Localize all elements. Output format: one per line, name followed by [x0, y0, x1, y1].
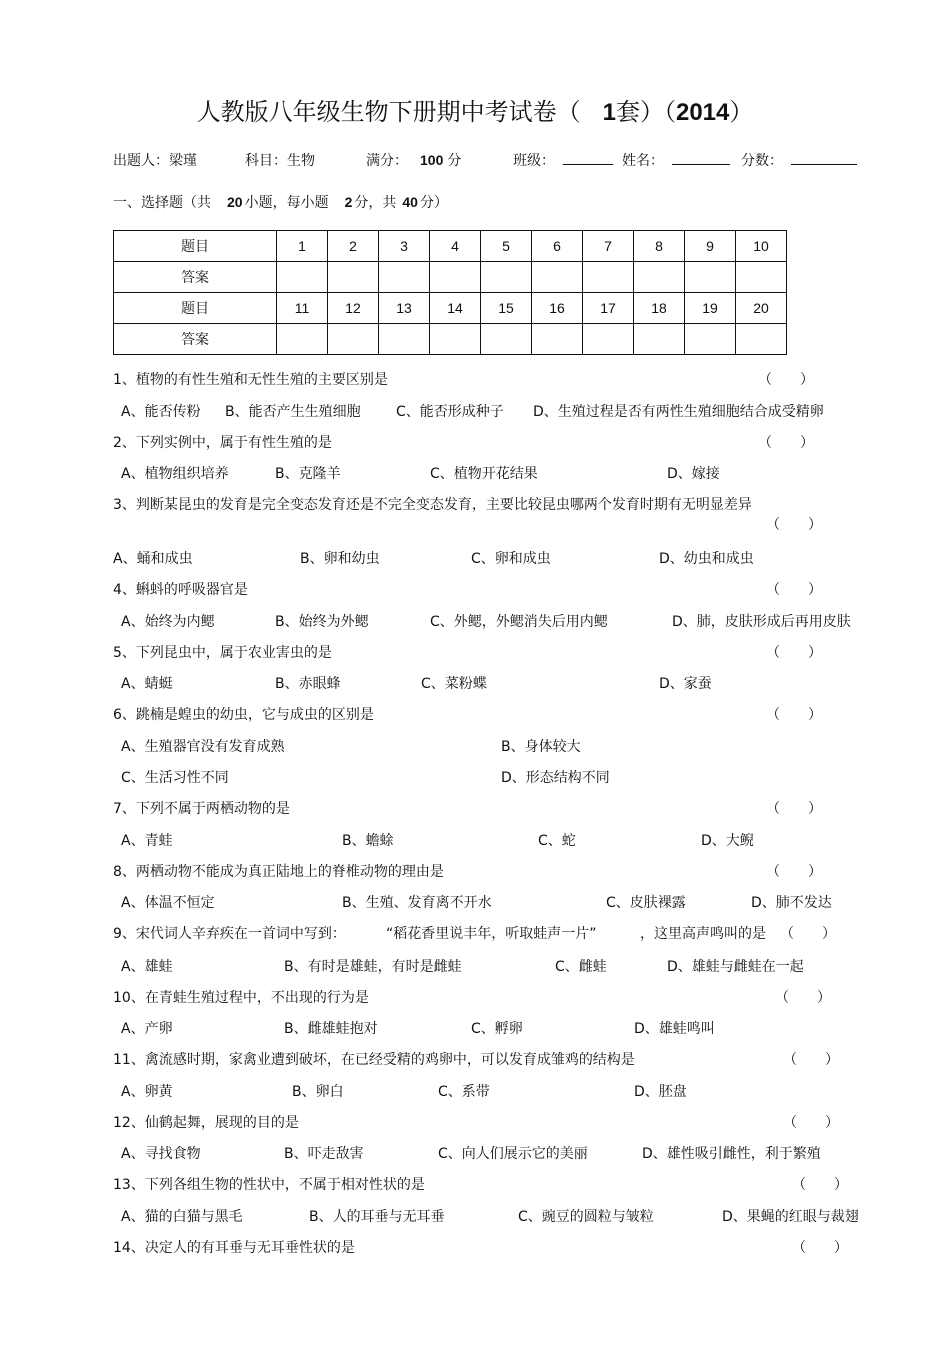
- answer-cell[interactable]: [430, 324, 481, 355]
- answer-cell[interactable]: [277, 324, 328, 355]
- question-stem: 10、在青蛙生殖过程中，不出现的行为是: [113, 990, 369, 1006]
- option: A、产卵: [121, 1021, 173, 1037]
- option: C、系带: [438, 1084, 490, 1100]
- option: D、家蚕: [659, 676, 712, 692]
- author-label: 出题人：梁瑾: [113, 153, 197, 169]
- question-number: 3: [379, 231, 430, 262]
- option: D、雄性吸引雌性，利于繁殖: [642, 1146, 821, 1162]
- question-number: 14: [430, 293, 481, 324]
- option: D、果蝇的红眼与裁翅: [722, 1209, 859, 1225]
- question-stem: 14、决定人的有耳垂与无耳垂性状的是: [113, 1240, 355, 1256]
- answer-cell[interactable]: [532, 324, 583, 355]
- answer-cell[interactable]: [685, 262, 736, 293]
- option: C、生活习性不同: [121, 770, 229, 786]
- answer-cell[interactable]: [634, 262, 685, 293]
- option: A、始终为内鳃: [121, 614, 215, 630]
- option: C、雌蛙: [555, 959, 607, 975]
- option: D、胚盘: [634, 1084, 687, 1100]
- option: B、吓走敌害: [284, 1146, 364, 1162]
- option: A、蛹和成虫: [113, 551, 193, 567]
- question-number: 19: [685, 293, 736, 324]
- question-stem: 5、下列昆虫中，属于农业害虫的是: [113, 645, 332, 661]
- question-stem: 3、判断某昆虫的发育是完全变态发育还是不完全变态发育，主要比较昆虫哪两个发育时期有无明显差异: [113, 497, 752, 513]
- question-number: 4: [430, 231, 481, 262]
- option: A、植物组织培养: [121, 466, 229, 482]
- option: A、雄蛙: [121, 959, 173, 975]
- option: A、卵黄: [121, 1084, 173, 1100]
- answer-paren[interactable]: （ ）: [758, 435, 814, 451]
- option: A、体温不恒定: [121, 895, 215, 911]
- answer-cell[interactable]: [736, 324, 787, 355]
- question-number: 2: [328, 231, 379, 262]
- option: C、孵卵: [471, 1021, 523, 1037]
- option: B、卵白: [292, 1084, 344, 1100]
- question-stem: 8、两栖动物不能成为真正陆地上的脊椎动物的理由是: [113, 864, 444, 880]
- question-number: 8: [634, 231, 685, 262]
- table-label: 答案: [114, 262, 277, 293]
- subject-label: 科目：生物: [245, 153, 315, 169]
- question-number: 7: [583, 231, 634, 262]
- answer-cell[interactable]: [328, 324, 379, 355]
- question-number: 16: [532, 293, 583, 324]
- option: B、身体较大: [501, 739, 581, 755]
- option: C、皮肤裸露: [606, 895, 686, 911]
- answer-cell[interactable]: [634, 324, 685, 355]
- question-number: 17: [583, 293, 634, 324]
- option: C、菜粉蝶: [421, 676, 487, 692]
- option: D、雄蛙鸣叫: [634, 1021, 715, 1037]
- question-stem: 6、跳楠是蝗虫的幼虫，它与成虫的区别是: [113, 707, 374, 723]
- answer-cell[interactable]: [379, 262, 430, 293]
- answer-cell[interactable]: [481, 324, 532, 355]
- answer-paren[interactable]: （ ）: [766, 582, 822, 598]
- answer-cell[interactable]: [736, 262, 787, 293]
- question-number: 11: [277, 293, 328, 324]
- answer-cell[interactable]: [430, 262, 481, 293]
- option: C、蛇: [538, 833, 576, 849]
- question-stem: 2、下列实例中，属于有性生殖的是: [113, 435, 332, 451]
- question-number: 18: [634, 293, 685, 324]
- name-field[interactable]: 姓名：: [622, 150, 730, 170]
- table-label: 题目: [114, 231, 277, 262]
- question-stem-tail: ，这里高声鸣叫的是: [640, 926, 766, 942]
- answer-paren[interactable]: （ ）: [766, 864, 822, 880]
- answer-paren[interactable]: （ ）: [766, 707, 822, 723]
- option: B、有时是雄蛙，有时是雌蛙: [284, 959, 462, 975]
- question-number: 9: [685, 231, 736, 262]
- page-title: 人教版八年级生物下册期中考试卷（ 1套）（2014）: [196, 98, 754, 126]
- question-number: 1: [277, 231, 328, 262]
- option: B、蟾蜍: [342, 833, 394, 849]
- question-stem: 9、宋代词人辛弃疾在一首词中写到：: [113, 926, 346, 942]
- answer-paren[interactable]: （ ）: [792, 1240, 848, 1256]
- option: D、幼虫和成虫: [659, 551, 754, 567]
- answer-cell[interactable]: [583, 262, 634, 293]
- option: A、猫的白猫与黑毛: [121, 1209, 243, 1225]
- option: D、形态结构不同: [501, 770, 610, 786]
- answer-paren[interactable]: （ ）: [792, 1177, 848, 1193]
- question-number: 5: [481, 231, 532, 262]
- option: A、寻找食物: [121, 1146, 201, 1162]
- option: D、肺不发达: [751, 895, 832, 911]
- question-stem: 1、植物的有性生殖和无性生殖的主要区别是: [113, 372, 388, 388]
- option: A、青蛙: [121, 833, 173, 849]
- question-number-row: [114, 293, 787, 324]
- question-stem: 12、仙鹤起舞，展现的目的是: [113, 1115, 299, 1131]
- question-stem: 7、下列不属于两栖动物的是: [113, 801, 290, 817]
- option: D、嫁接: [667, 466, 720, 482]
- question-stem: 11、禽流感时期，家禽业遭到破坏，在已经受精的鸡卵中，可以发育成雏鸡的结构是: [113, 1052, 635, 1068]
- option: C、卵和成虫: [471, 551, 551, 567]
- table-label: 题目: [114, 293, 277, 324]
- option: B、生殖、发育离不开水: [342, 895, 492, 911]
- option: B、能否产生生殖细胞: [225, 404, 361, 420]
- answer-row: [114, 324, 787, 355]
- class-field[interactable]: 班级：: [513, 150, 613, 170]
- question-number: 12: [328, 293, 379, 324]
- answer-cell[interactable]: [481, 262, 532, 293]
- option: C、外鳃，外鳃消失后用内鳃: [430, 614, 608, 630]
- option: C、豌豆的圆粒与皱粒: [518, 1209, 654, 1225]
- answer-paren[interactable]: （ ）: [780, 926, 836, 942]
- answer-cell[interactable]: [328, 262, 379, 293]
- option: C、能否形成种子: [396, 404, 504, 420]
- answer-paren[interactable]: （ ）: [775, 990, 831, 1006]
- question-stem: 4、蝌蚪的呼吸器官是: [113, 582, 248, 598]
- option: B、克隆羊: [275, 466, 341, 482]
- option: B、雌雄蛙抱对: [284, 1021, 378, 1037]
- question-number: 6: [532, 231, 583, 262]
- table-label: 答案: [114, 324, 277, 355]
- option: C、向人们展示它的美丽: [438, 1146, 588, 1162]
- answer-paren[interactable]: （ ）: [766, 517, 822, 533]
- answer-row: [114, 262, 787, 293]
- question-number: 10: [736, 231, 787, 262]
- answer-cell[interactable]: [379, 324, 430, 355]
- answer-paren[interactable]: （ ）: [783, 1115, 839, 1131]
- answer-paren[interactable]: （ ）: [766, 645, 822, 661]
- option: D、肺，皮肤形成后再用皮肤: [672, 614, 851, 630]
- answer-cell[interactable]: [532, 262, 583, 293]
- option: D、雄蛙与雌蛙在一起: [667, 959, 804, 975]
- option: B、始终为外鳃: [275, 614, 369, 630]
- answer-cell[interactable]: [583, 324, 634, 355]
- full-score-label: 满分： 100 分: [366, 152, 462, 169]
- section-heading: 一、选择题（共 20 小题，每小题 2 分，共 40 分）: [113, 194, 448, 211]
- option: A、能否传粉: [121, 404, 201, 420]
- option: D、大鲵: [701, 833, 754, 849]
- question-number: 15: [481, 293, 532, 324]
- question-stem: 13、下列各组生物的性状中，不属于相对性状的是: [113, 1177, 425, 1193]
- answer-table: [113, 230, 787, 355]
- answer-paren[interactable]: （ ）: [783, 1052, 839, 1068]
- option: C、植物开花结果: [430, 466, 538, 482]
- option: D、生殖过程是否有两性生殖细胞结合成受精卵: [533, 404, 824, 420]
- answer-paren[interactable]: （ ）: [758, 372, 814, 388]
- answer-paren[interactable]: （ ）: [766, 801, 822, 817]
- option: A、生殖器官没有发育成熟: [121, 739, 285, 755]
- answer-cell[interactable]: [685, 324, 736, 355]
- option: B、人的耳垂与无耳垂: [309, 1209, 445, 1225]
- option: A、蜻蜓: [121, 676, 173, 692]
- score-field[interactable]: 分数：: [741, 150, 857, 170]
- question-number-row: [114, 231, 787, 262]
- question-number: 13: [379, 293, 430, 324]
- option: B、赤眼蜂: [275, 676, 341, 692]
- option: B、卵和幼虫: [300, 551, 380, 567]
- question-number: 20: [736, 293, 787, 324]
- poem-quote: “稻花香里说丰年，听取蛙声一片”: [386, 926, 597, 942]
- answer-cell[interactable]: [277, 262, 328, 293]
